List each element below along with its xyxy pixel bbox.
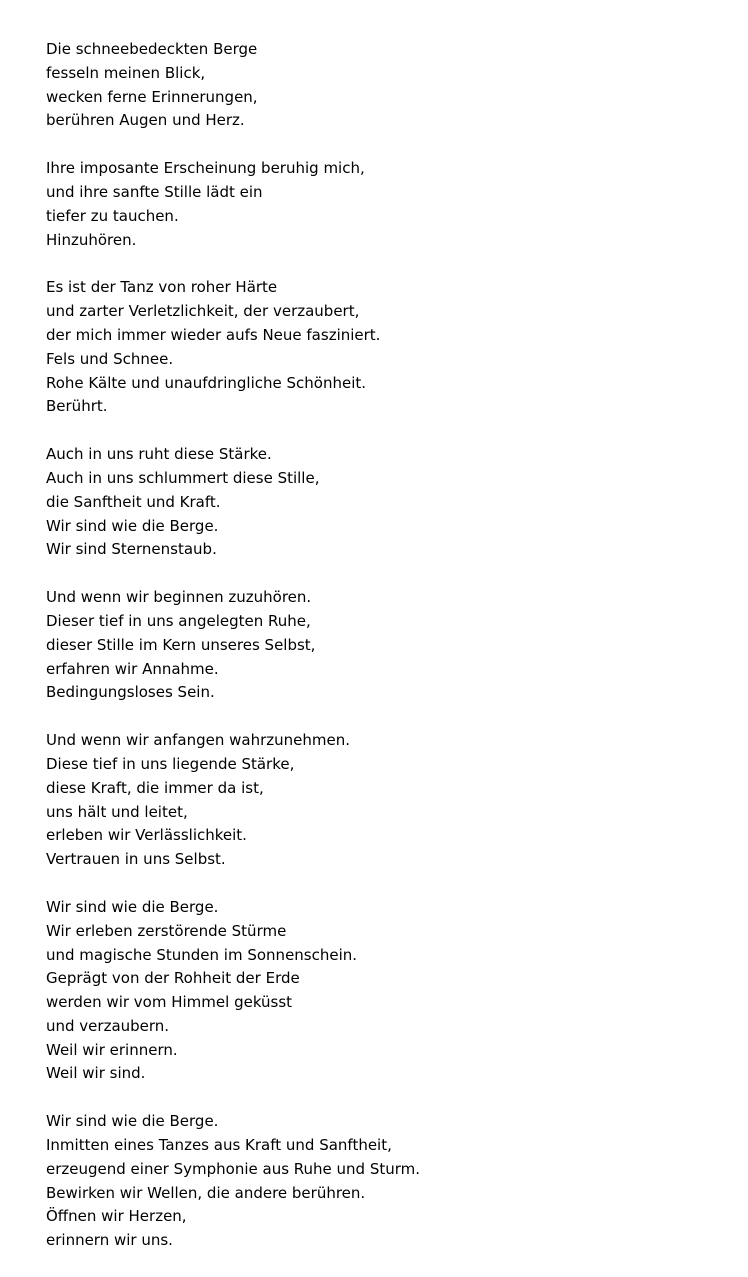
poem-line: Weil wir sind. bbox=[46, 1064, 146, 1083]
poem-line: Hinzuhören. bbox=[46, 230, 137, 249]
poem-line: und verzaubern. bbox=[46, 1016, 170, 1035]
poem-line: die Sanftheit und Kraft. bbox=[46, 492, 221, 511]
poem-line: und zarter Verletzlichkeit, der verzaubert, bbox=[46, 302, 360, 321]
poem-line: und ihre sanfte Stille lädt ein bbox=[46, 182, 263, 201]
poem-line: diese Kraft, die immer da ist, bbox=[46, 778, 264, 797]
poem-line: Bedingungsloses Sein. bbox=[46, 683, 215, 702]
poem-line: Die schneebedeckten Berge bbox=[46, 40, 258, 58]
stanza-4 bbox=[46, 443, 726, 562]
poem-line: und magische Stunden im Sonnenschein. bbox=[46, 945, 358, 964]
stanza-2 bbox=[46, 157, 726, 252]
stanza-3 bbox=[46, 276, 726, 419]
poem-line: wecken ferne Erinnerungen, bbox=[46, 87, 258, 106]
poem-line: Berührt. bbox=[46, 397, 108, 416]
stanza-8 bbox=[46, 1110, 726, 1253]
poem-line: Und wenn wir beginnen zuzuhören. bbox=[46, 588, 312, 607]
poem-line: tiefer zu tauchen. bbox=[46, 206, 179, 225]
poem-line: Fels und Schnee. bbox=[46, 349, 174, 368]
stanza-6 bbox=[46, 729, 726, 872]
poem-line: Auch in uns ruht diese Stärke. bbox=[46, 445, 272, 464]
poem-line: Wir sind wie die Berge. bbox=[46, 1112, 219, 1131]
poem-line: Inmitten eines Tanzes aus Kraft und Sanftheit, bbox=[46, 1136, 392, 1155]
poem-line: Ihre imposante Erscheinung beruhig mich, bbox=[46, 159, 365, 178]
poem-line: der mich immer wieder aufs Neue fasziniert. bbox=[46, 325, 381, 344]
poem-line: Wir erleben zerstörende Stürme bbox=[46, 921, 287, 940]
poem-line: Weil wir erinnern. bbox=[46, 1040, 178, 1059]
poem-line: Wir sind Sternenstaub. bbox=[46, 540, 217, 559]
poem-line: Auch in uns schlummert diese Stille, bbox=[46, 468, 320, 487]
poem-line: Diese tief in uns liegende Stärke, bbox=[46, 754, 295, 773]
stanza-5 bbox=[46, 586, 726, 705]
poem-text bbox=[46, 38, 726, 1277]
stanza-7 bbox=[46, 896, 726, 1086]
poem-line: werden wir vom Himmel geküsst bbox=[46, 993, 293, 1012]
poem-line: Wir sind wie die Berge. bbox=[46, 516, 219, 535]
poem-line: erinnern wir uns. bbox=[46, 1231, 173, 1250]
poem-line: fesseln meinen Blick, bbox=[46, 63, 206, 82]
poem-line: berühren Augen und Herz. bbox=[46, 111, 245, 130]
poem-line: Rohe Kälte und unaufdringliche Schönheit. bbox=[46, 373, 367, 392]
poem-line: Bewirken wir Wellen, die andere berühren. bbox=[46, 1183, 366, 1202]
stanza-1 bbox=[46, 38, 726, 133]
poem-line: Öffnen wir Herzen, bbox=[46, 1207, 187, 1226]
poem-line: dieser Stille im Kern unseres Selbst, bbox=[46, 635, 316, 654]
poem-line: Und wenn wir anfangen wahrzunehmen. bbox=[46, 731, 350, 750]
poem-line: erfahren wir Annahme. bbox=[46, 659, 219, 678]
poem-line: Wir sind wie die Berge. bbox=[46, 897, 219, 916]
poem-line: uns hält und leitet, bbox=[46, 802, 188, 821]
poem-line: Vertrauen in uns Selbst. bbox=[46, 850, 226, 869]
poem-line: Dieser tief in uns angelegten Ruhe, bbox=[46, 611, 311, 630]
poem-line: Geprägt von der Rohheit der Erde bbox=[46, 969, 300, 988]
poem-line: Es ist der Tanz von roher Härte bbox=[46, 278, 278, 297]
poem-line: erzeugend einer Symphonie aus Ruhe und Sturm. bbox=[46, 1159, 421, 1178]
poem-line: erleben wir Verlässlichkeit. bbox=[46, 826, 247, 845]
